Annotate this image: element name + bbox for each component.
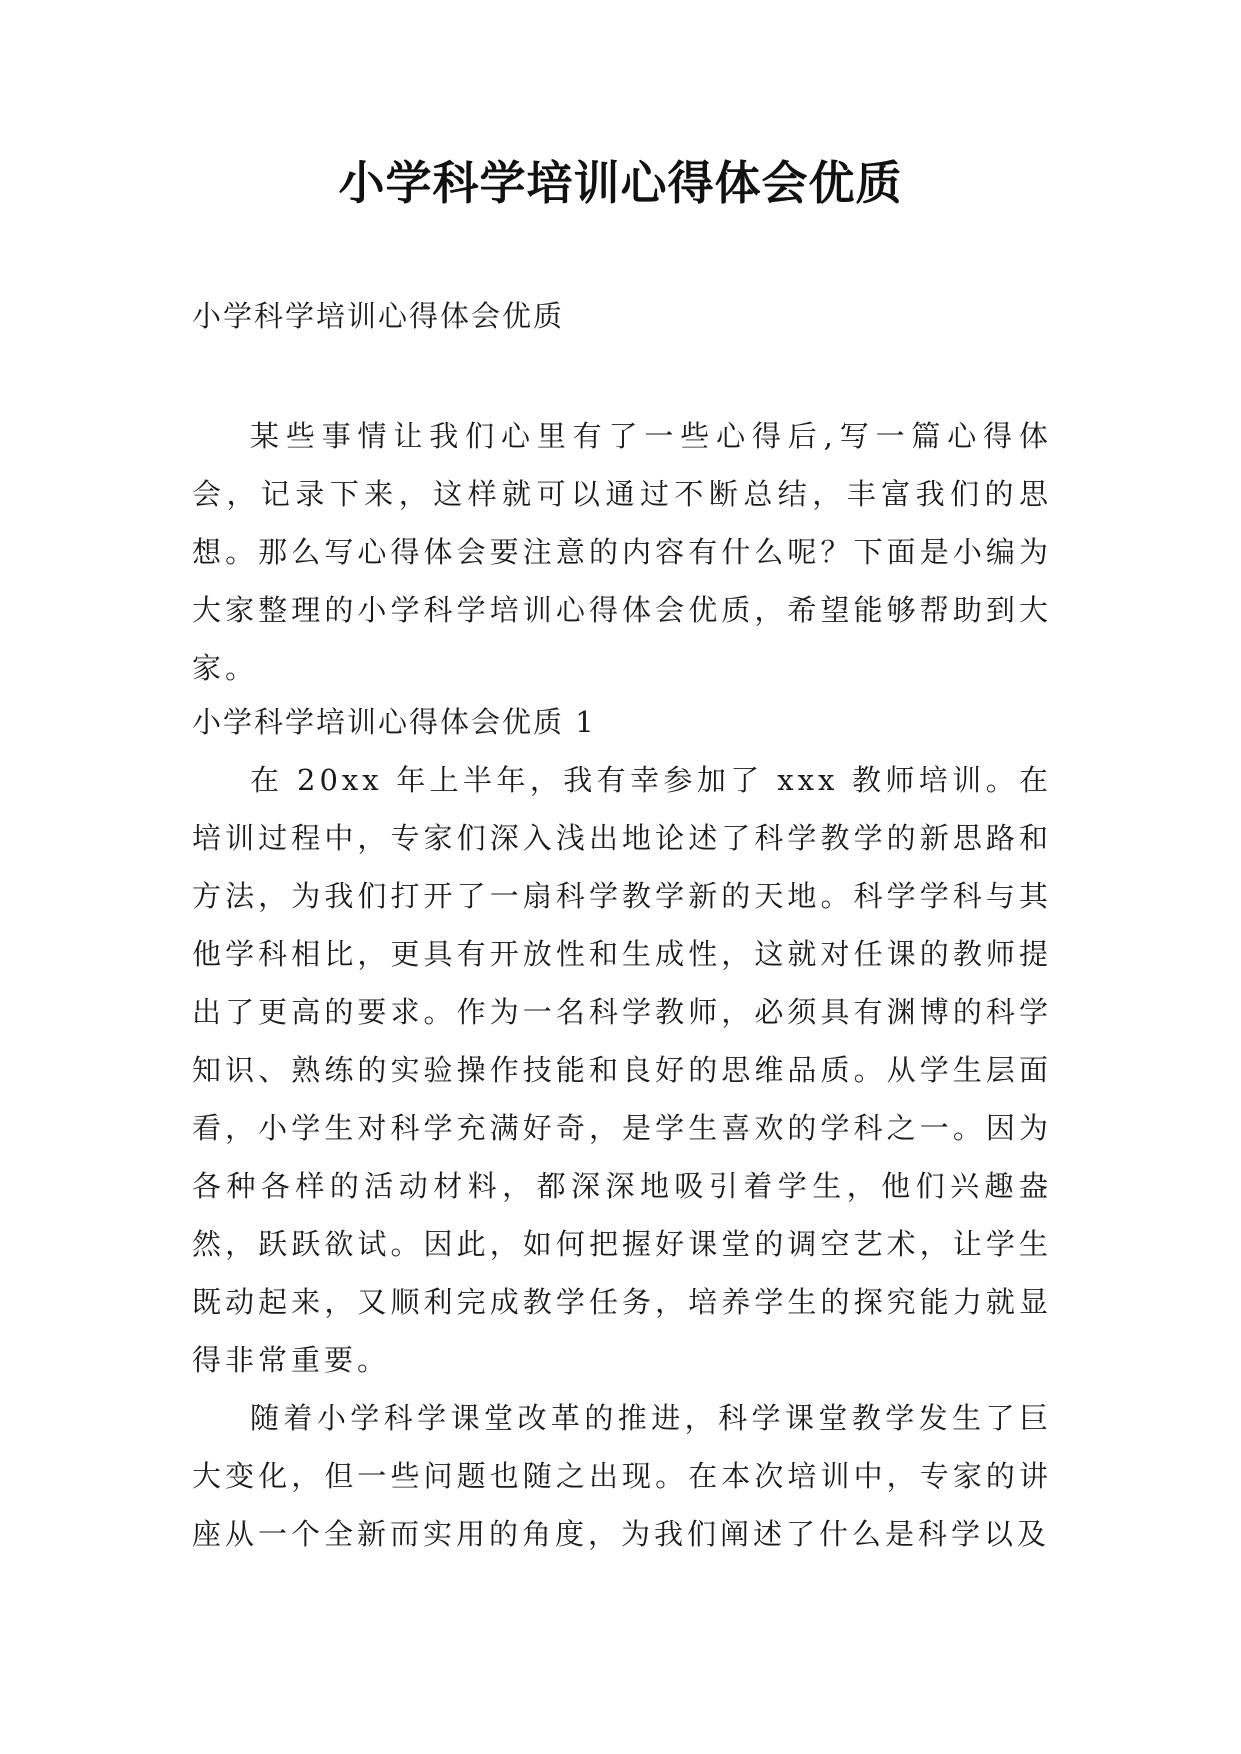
- document-title: 小学科学培训心得体会优质: [338, 156, 903, 210]
- section-1-body: [192, 751, 1052, 1563]
- body-paragraph-1: 在 20xx 年上半年，我有幸参加了 xxx 教师培训。在培训过程中，专家们深入浅出地论述了科学教学的新思路和方法，为我们打开了一扇科学教学新的天地。科学学科与其他学科相比，更具有开放性和生成性，这就对任课的教师提出了更高的要求。作为一名科学教师，必须具有渊博的科学知识、熟练的实验操作技能和良好的思维品质。从学生层面看，小学生对科学充满好奇，是学生喜欢的学科之一。因为各种各样的活动材料，都深深地吸引着学生，他们兴趣盎然，跃跃欲试。因此，如何把握好课堂的调空艺术，让学生既动起来，又顺利完成教学任务，培养学生的探究能力就显得非常重要。: [192, 763, 1052, 1377]
- intro-paragraph: 某些事情让我们心里有了一些心得后,写一篇心得体会，记录下来，这样就可以通过不断总结，丰富我们的思想。那么写心得体会要注意的内容有什么呢？下面是小编为大家整理的小学科学培训心得体会优质，希望能够帮助到大家。: [192, 419, 1052, 685]
- document-subtitle: 小学科学培训心得体会优质: [192, 299, 565, 333]
- intro-section: [192, 407, 1052, 697]
- section-heading-1: 小学科学培训心得体会优质 1: [192, 705, 596, 739]
- body-paragraph-2: 随着小学科学课堂改革的推进，科学课堂教学发生了巨大变化，但一些问题也随之出现。在本次培训中，专家的讲座从一个全新而实用的角度，为我们阐述了什么是科学以及: [192, 1401, 1052, 1551]
